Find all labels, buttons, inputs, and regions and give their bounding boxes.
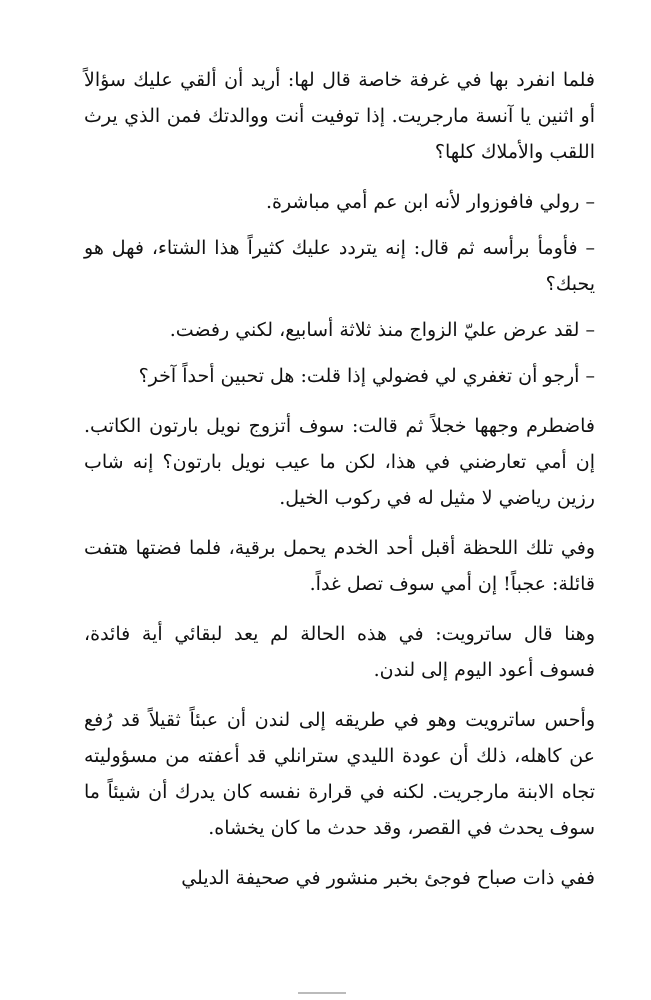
page-text	[84, 62, 595, 910]
paragraph-1: فلما انفرد بها في غرفة خاصة قال لها: أريد أن ألقي عليك سؤالاً أو اثنين يا آنسة مارجريت. إذا توفيت أنت ووالدتك فمن الذي يرث اللقب والأملاك كلها؟	[84, 69, 595, 163]
paragraph-8: وهنا قال ساترويت: في هذه الحالة لم يعد لبقائي أية فائدة، فسوف أعود اليوم إلى لندن.	[84, 623, 595, 681]
paragraph-2: – رولي فافوزوار لأنه ابن عم أمي مباشرة.	[265, 191, 595, 213]
cut-off-glyph-trace	[298, 992, 346, 994]
paragraph-3: – فأومأ برأسه ثم قال: إنه يتردد عليك كثيراً هذا الشتاء، فهل هو يحبك؟	[84, 237, 595, 295]
paragraph-6: فاضطرم وجهها خجلاً ثم قالت: سوف أتزوج نويل بارتون الكاتب. إن أمي تعارضني في هذا، لكن ما عيب نويل بارتون؟ إنه شاب رزين رياضي لا مثيل له في ركوب الخيل.	[84, 415, 595, 509]
paragraph-4: – لقد عرض عليّ الزواج منذ ثلاثة أسابيع، لكني رفضت.	[169, 319, 595, 341]
paragraph-10: ففي ذات صباح فوجئ بخبر منشور في صحيفة الديلي	[181, 867, 595, 889]
paragraph-7: وفي تلك اللحظة أقبل أحد الخدم يحمل برقية، فلما فضتها هتفت قائلة: عجباً! إن أمي سوف تصل غداً.	[84, 537, 595, 595]
cut-off-page-number	[0, 992, 651, 1000]
paragraph-5: – أرجو أن تغفري لي فضولي إذا قلت: هل تحبين أحداً آخر؟	[138, 365, 595, 387]
paragraph-9: وأحس ساترويت وهو في طريقه إلى لندن أن عبئاً ثقيلاً قد رُفع عن كاهله، ذلك أن عودة الليدي سترانلي قد أعفته من مسؤوليته تجاه الابنة مارجريت. لكنه في قرارة نفسه كان يدرك أن شيئاً ما سوف يحدث في القصر، وقد حدث ما كان يخشاه.	[84, 709, 595, 839]
